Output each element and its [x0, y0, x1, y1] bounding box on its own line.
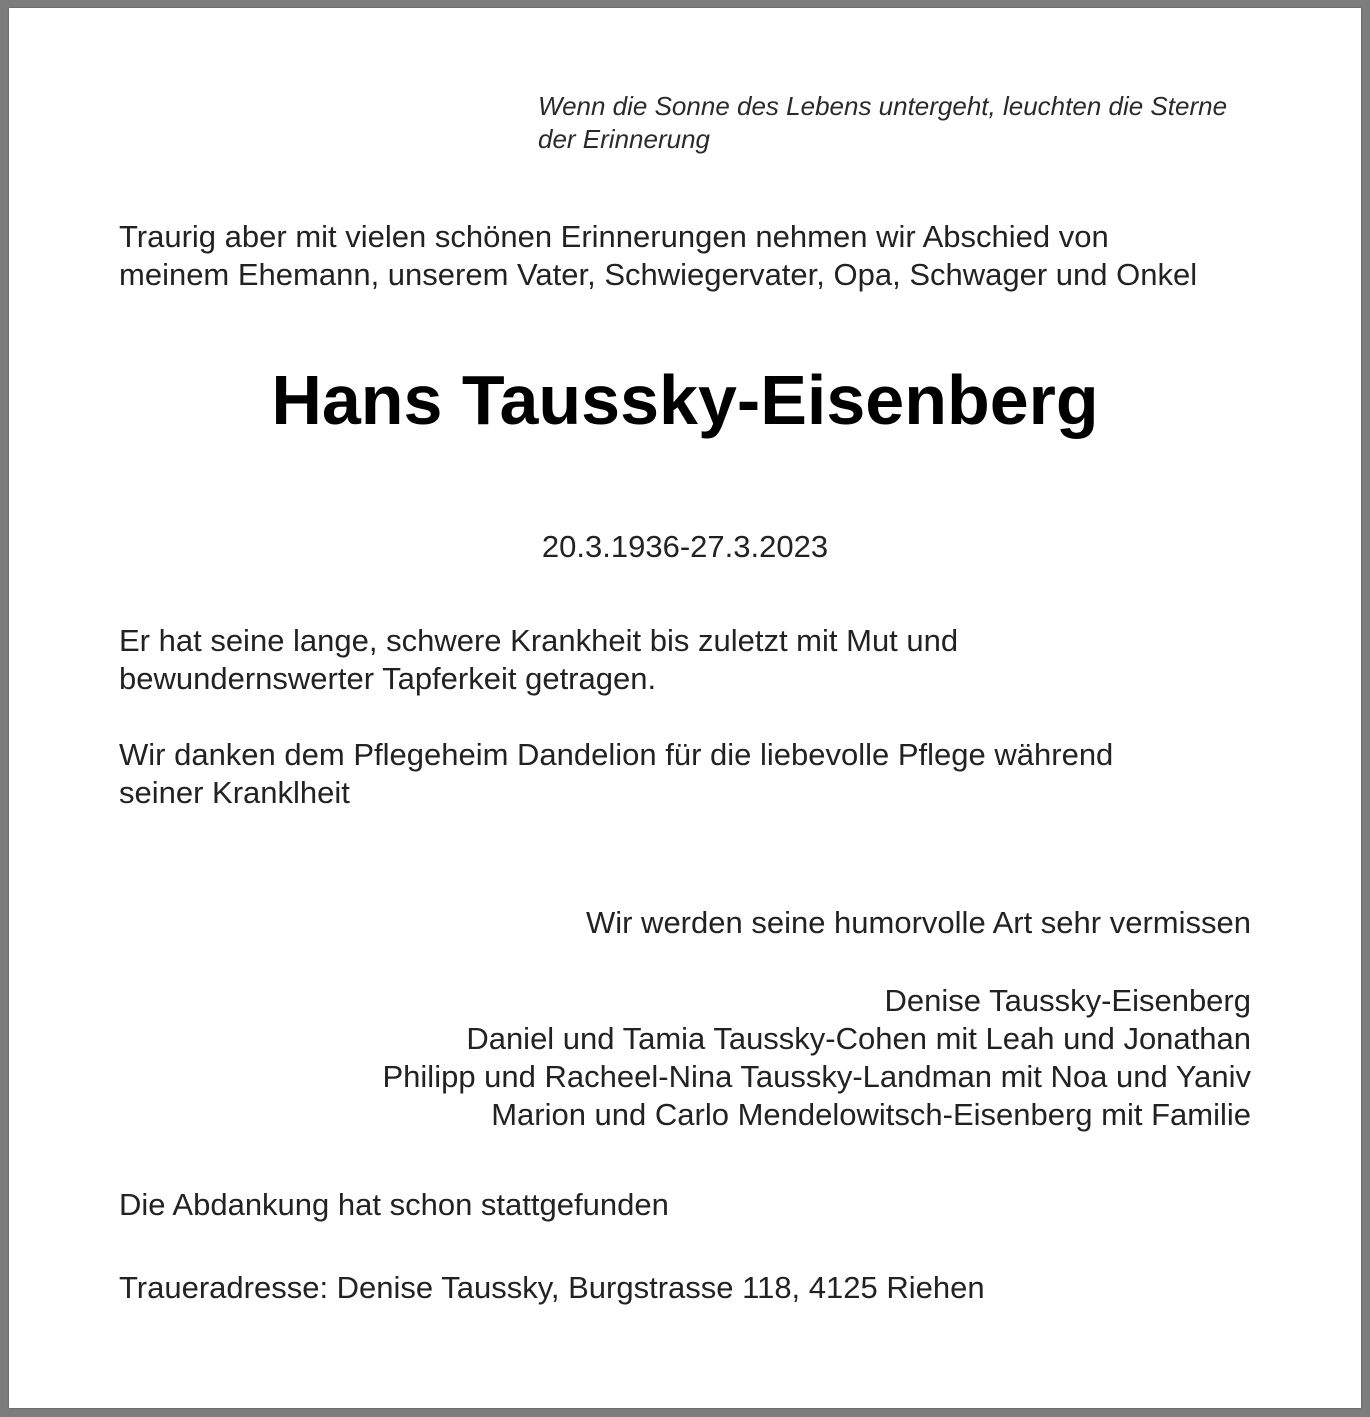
miss-line: Wir werden seine humorvolle Art sehr vermissen	[585, 905, 1251, 940]
life-dates: 20.3.1936-27.3.2023	[541, 529, 829, 564]
family-member: Marion und Carlo Mendelowitsch-Eisenberg mit Familie	[491, 1097, 1251, 1132]
mourning-address: Traueradresse: Denise Taussky, Burgstrasse 118, 4125 Riehen	[119, 1270, 985, 1305]
deceased-name: Hans Taussky-Eisenberg	[271, 361, 1099, 439]
illness-line-1: Er hat seine lange, schwere Krankheit bis zuletzt mit Mut und	[119, 623, 959, 658]
intro-text	[119, 218, 1259, 294]
illness-line-2: bewundernswerter Tapferkeit getragen.	[119, 661, 657, 696]
thanks-line-2: seiner Kranklheit	[119, 775, 350, 810]
illness-paragraph	[119, 622, 1259, 698]
motto-quote	[538, 90, 1258, 156]
ceremony-note: Die Abdankung hat schon stattgefunden	[119, 1187, 669, 1222]
intro-line-1: Traurig aber mit vielen schönen Erinnerungen nehmen wir Abschied von	[119, 219, 1109, 254]
family-signatures	[151, 982, 1251, 1134]
motto-line-1: Wenn die Sonne des Lebens untergeht, leuchten die Sterne	[538, 91, 1228, 121]
family-member: Philipp und Racheel-Nina Taussky-Landman mit Noa und Yaniv	[382, 1059, 1251, 1094]
family-member: Denise Taussky-Eisenberg	[884, 983, 1251, 1018]
obituary-page	[9, 8, 1361, 1408]
intro-line-2: meinem Ehemann, unserem Vater, Schwiegervater, Opa, Schwager und Onkel	[119, 257, 1198, 292]
family-member: Daniel und Tamia Taussky-Cohen mit Leah und Jonathan	[466, 1021, 1251, 1056]
thanks-line-1: Wir danken dem Pflegeheim Dandelion für die liebevolle Pflege während	[119, 737, 1114, 772]
thanks-paragraph	[119, 736, 1259, 812]
motto-line-2: der Erinnerung	[538, 124, 710, 154]
